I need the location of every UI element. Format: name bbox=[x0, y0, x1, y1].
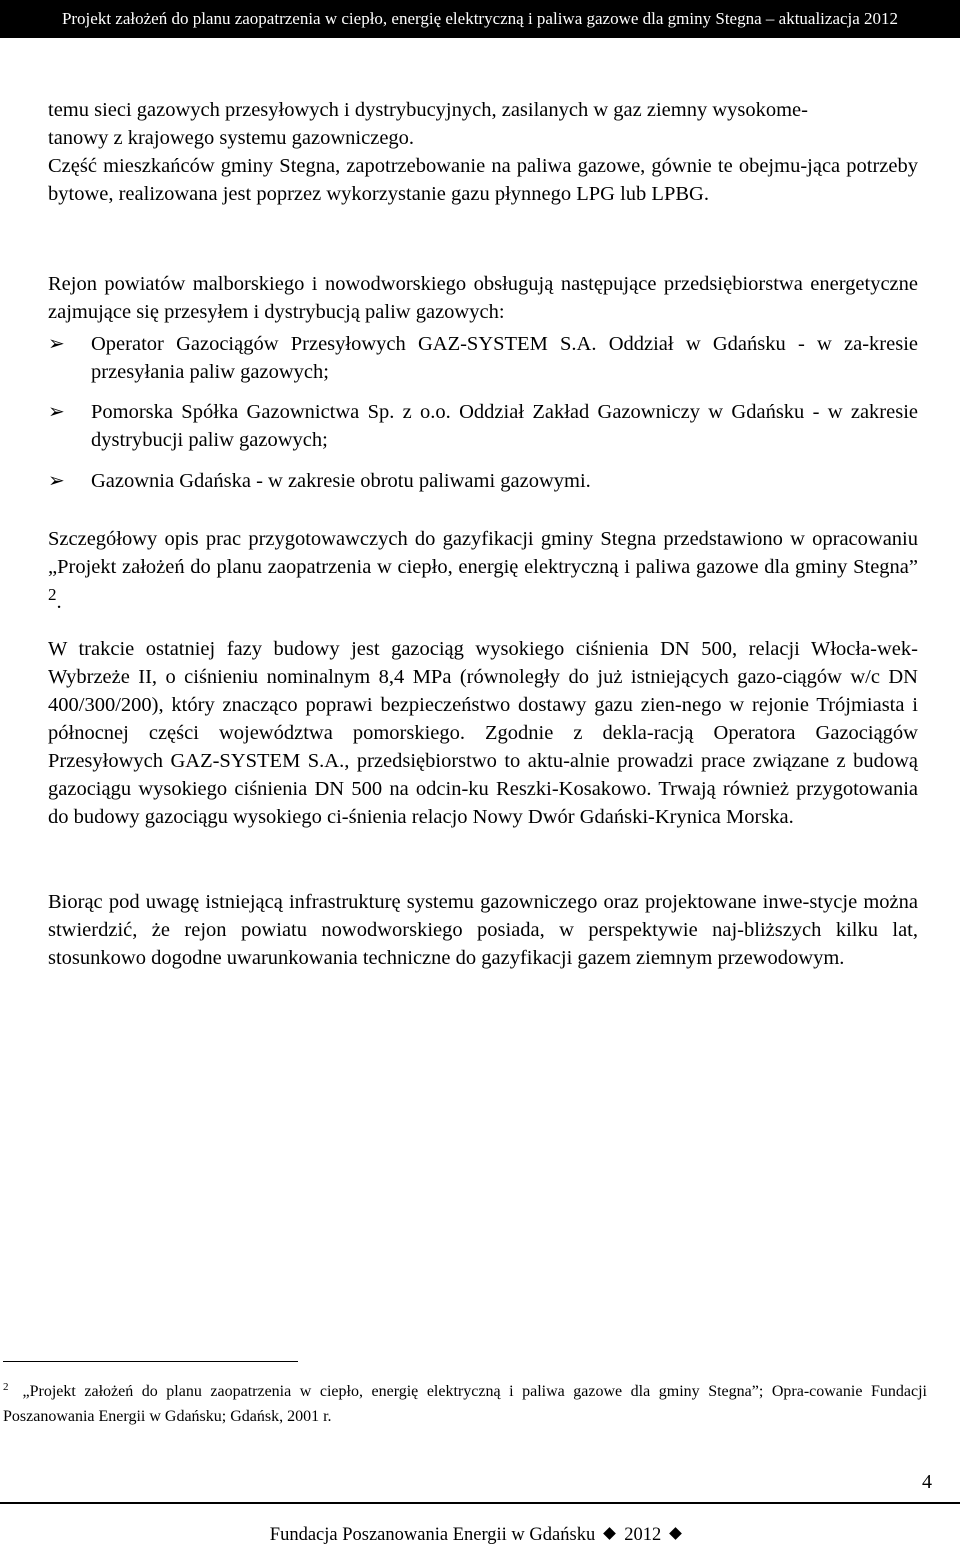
diamond-icon bbox=[603, 1527, 616, 1540]
footnote-separator bbox=[3, 1361, 298, 1362]
paragraph-continued bbox=[48, 96, 918, 152]
paragraph-text: Szczegółowy opis prac przygotowawczych do gazyfikacji gminy Stegna przedstawiono w opracowaniu „Projekt założeń do planu zaopatrzenia w ciepło, energię elektryczną i paliwa gazowe dla gminy Stegna” bbox=[48, 528, 918, 578]
diamond-icon bbox=[669, 1527, 682, 1540]
footnote-reference: 2 bbox=[48, 585, 57, 604]
paragraph-conclusion: Biorąc pod uwagę istniejącą infrastrukturę systemu gazowniczego oraz projektowane inwe-stycje można stwierdzić, że rejon powiatu nowodworskiego posiada, w perspektywie naj-bliższych kilku lat, stosunkowo dogodne uwarunkowania techniczne do gazyfikacji gazem ziemnym przewodowym. bbox=[48, 891, 918, 969]
bullet-arrow-icon: ➢ bbox=[48, 470, 65, 492]
footer-org: Fundacja Poszanowania Energii w Gdańsku bbox=[269, 1525, 596, 1545]
bullet-item: Pomorska Spółka Gazownictwa Sp. z o.o. Oddział Zakład Gazowniczy w Gdańsku - w zakresie dystrybucji paliw gazowych; bbox=[91, 401, 918, 451]
paragraph-lpg: Część mieszkańców gminy Stegna, zapotrzebowanie na paliwa gazowe, gównie te obejmu-jąca potrzeby bytowe, realizowana jest poprzez wykorzystanie gazu płynnego LPG lub LPBG. bbox=[48, 155, 918, 205]
footnote-number: 2 bbox=[3, 1381, 9, 1393]
bullet-arrow-icon: ➢ bbox=[48, 333, 65, 355]
paragraph-companies-intro: Rejon powiatów malborskiego i nowodworskiego obsługują następujące przedsiębiorstwa energetyczne zajmujące się przesyłem i dystrybucją paliw gazowych: bbox=[48, 273, 918, 323]
footnote-text: „Projekt założeń do planu zaopatrzenia w ciepło, energię elektryczną i paliwa gazowe dla gminy Stegna”; Opra-cowanie Fundacji Poszanowania Energii w Gdańsku; Gdańsk, 2001 r. bbox=[3, 1383, 927, 1425]
paragraph-line: temu sieci gazowych przesyłowych i dystrybucyjnych, zasilanych w gaz ziemny wysokome- bbox=[48, 99, 808, 121]
footnote bbox=[3, 1375, 927, 1429]
footer bbox=[0, 1521, 960, 1549]
page-number: 4 bbox=[922, 1471, 932, 1493]
paragraph-study-reference: Szczegółowy opis prac przygotowawczych do gazyfikacji gminy Stegna przedstawiono w opracowaniu „Projekt założeń do planu zaopatrzenia w ciepło, energię elektryczną i paliwa gazowe dla gminy Stegna” $^2$. bbox=[48, 528, 918, 613]
bullet-item: Operator Gazociągów Przesyłowych GAZ-SYSTEM S.A. Oddział w Gdańsku - w za-kresie przesyłania paliw gazowych; bbox=[91, 333, 918, 383]
footer-rule bbox=[0, 1502, 960, 1504]
paragraph-line: tanowy z krajowego systemu gazowniczego. bbox=[48, 127, 415, 149]
paragraph-pipeline: W trakcie ostatniej fazy budowy jest gazociąg wysokiego ciśnienia DN 500, relacji Włocła-wek-Wybrzeże II, o ciśnieniu nominalnym 8,4 MPa (równoległy do już istniejących gazo-ciągów w/c DN 400/300/200), który znacząco poprawi bezpieczeństwo dostawy gazu zien-nego w rejonie Trójmiasta i północnej części województwa pomorskiego. Zgodnie z dekla-racją Operatora Gazociągów Przesyłowych GAZ-SYSTEM S.A., przedsiębiorstwo to aktu-alnie prowadzi prace związane z budową gazociągu wysokiego ciśnienia DN 500 na odcin-ku Reszki-Kosakowo. Trwają również przygotowania do budowy gazociągu wysokiego ci-śnienia relacjo Nowy Dwór Gdański-Krynica Morska. bbox=[48, 638, 918, 828]
bullet-arrow-icon: ➢ bbox=[48, 401, 65, 423]
running-header: Projekt założeń do planu zaopatrzenia w ciepło, energię elektryczną i paliwa gazowe dla gminy Stegna – aktualizacja 2012 bbox=[0, 0, 960, 38]
footer-year: 2012 bbox=[624, 1525, 662, 1545]
bullet-item: Gazownia Gdańska - w zakresie obrotu paliwami gazowymi. bbox=[91, 470, 591, 492]
